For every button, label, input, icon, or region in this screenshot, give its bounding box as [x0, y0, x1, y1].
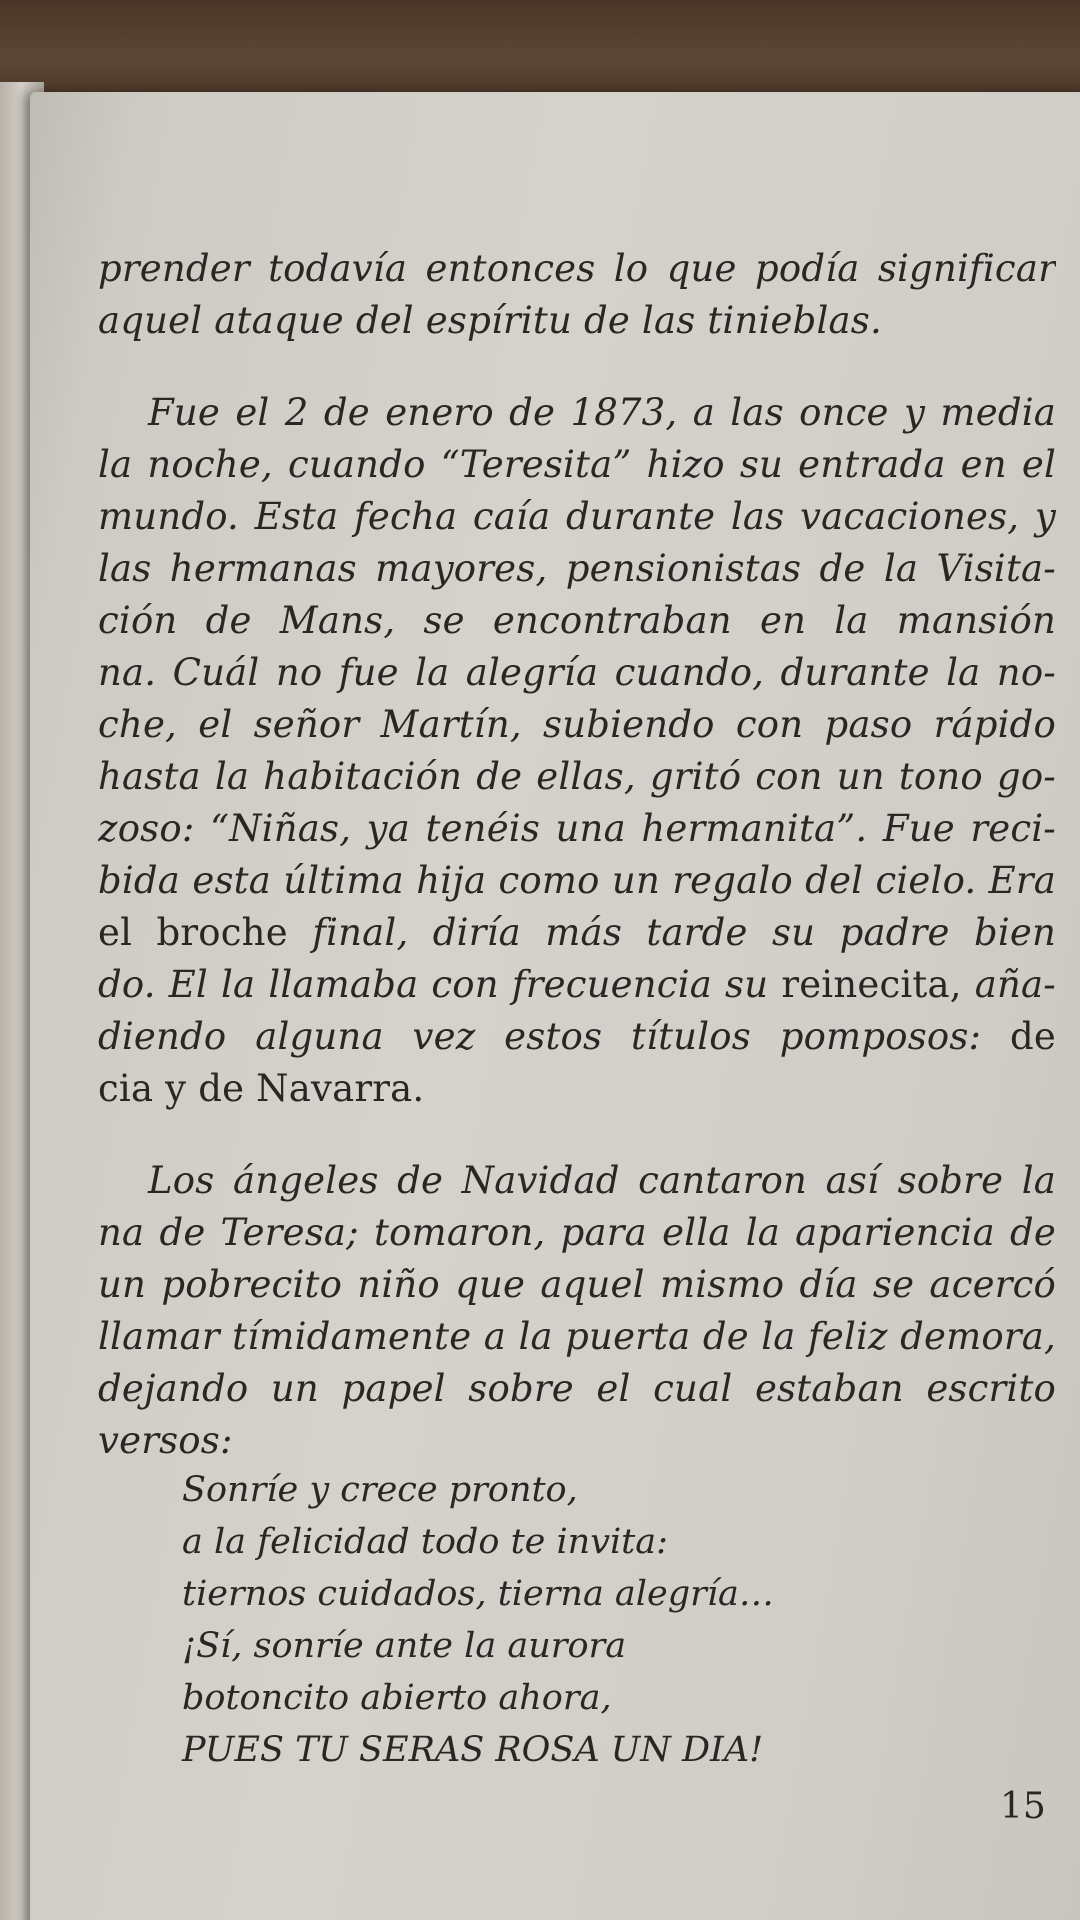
- upright-fragment: reinecita,: [781, 963, 962, 1006]
- text-line: dejando un papel sobre el cual estaban escrito: [98, 1367, 1056, 1410]
- text-line: llamar tímidamente a la puerta de la feliz demora,: [98, 1315, 1056, 1358]
- text-line: prender todavía entonces lo que podía significar: [98, 247, 1056, 290]
- text-line-mixed: [98, 907, 1056, 959]
- upright-fragment: de: [1010, 1015, 1056, 1058]
- poem-line: Sonríe y crece pronto,: [182, 1470, 578, 1510]
- text-line: na. Cuál no fue la alegría cuando, durante la no-: [98, 651, 1056, 694]
- body-text: [98, 243, 1056, 1467]
- text-line: la noche, cuando “Teresita” hizo su entrada en el: [98, 443, 1056, 486]
- text-line: hasta la habitación de ellas, gritó con un tono go-: [98, 755, 1056, 798]
- text-line: versos:: [98, 1419, 233, 1462]
- upright-fragment: el broche: [98, 911, 313, 954]
- poem-line: PUES TU SERAS ROSA UN DIA!: [182, 1730, 764, 1770]
- text-line: aquel ataque del espíritu de las tinieblas.: [98, 299, 882, 342]
- text-line: Fue el 2 de enero de 1873, a las once y media: [148, 391, 1056, 434]
- text-line: ción de Mans, se encontraban en la mansión: [98, 599, 1056, 642]
- text-line: Los ángeles de Navidad cantaron así sobre la: [148, 1159, 1056, 1202]
- poem-line: a la felicidad todo te invita:: [182, 1522, 668, 1562]
- italic-fragment: aña-: [961, 963, 1056, 1006]
- text-line: mundo. Esta fecha caía durante las vacaciones, y: [98, 495, 1056, 538]
- italic-fragment: final, diría más tarde su padre bien: [312, 911, 1056, 954]
- poem-line: ¡Sí, sonríe ante la aurora: [182, 1626, 627, 1666]
- poem-line: botoncito abierto ahora,: [182, 1678, 612, 1718]
- text-line: cia y de Navarra.: [98, 1067, 425, 1110]
- text-line: las hermanas mayores, pensionistas de la Visita-: [98, 547, 1056, 590]
- text-line-mixed: [98, 959, 1056, 1011]
- text-line: un pobrecito niño que aquel mismo día se acercó: [98, 1263, 1056, 1306]
- italic-fragment: do. El la llamaba con frecuencia su: [98, 963, 782, 1006]
- poem-line: tiernos cuidados, tierna alegría…: [182, 1574, 774, 1614]
- italic-fragment: diendo alguna vez estos títulos pomposos:: [98, 1015, 1011, 1058]
- text-line: bida esta última hija como un regalo del cielo. Era: [98, 859, 1056, 902]
- text-line: che, el señor Martín, subiendo con paso rápido: [98, 703, 1056, 746]
- text-line-mixed: [98, 1011, 1056, 1063]
- text-line: na de Teresa; tomaron, para ella la apariencia de: [98, 1211, 1056, 1254]
- text-line: zoso: “Niñas, ya tenéis una hermanita”. Fue reci-: [98, 807, 1056, 850]
- poem-verses: [182, 1464, 774, 1776]
- page-number: 15: [1000, 1786, 1046, 1827]
